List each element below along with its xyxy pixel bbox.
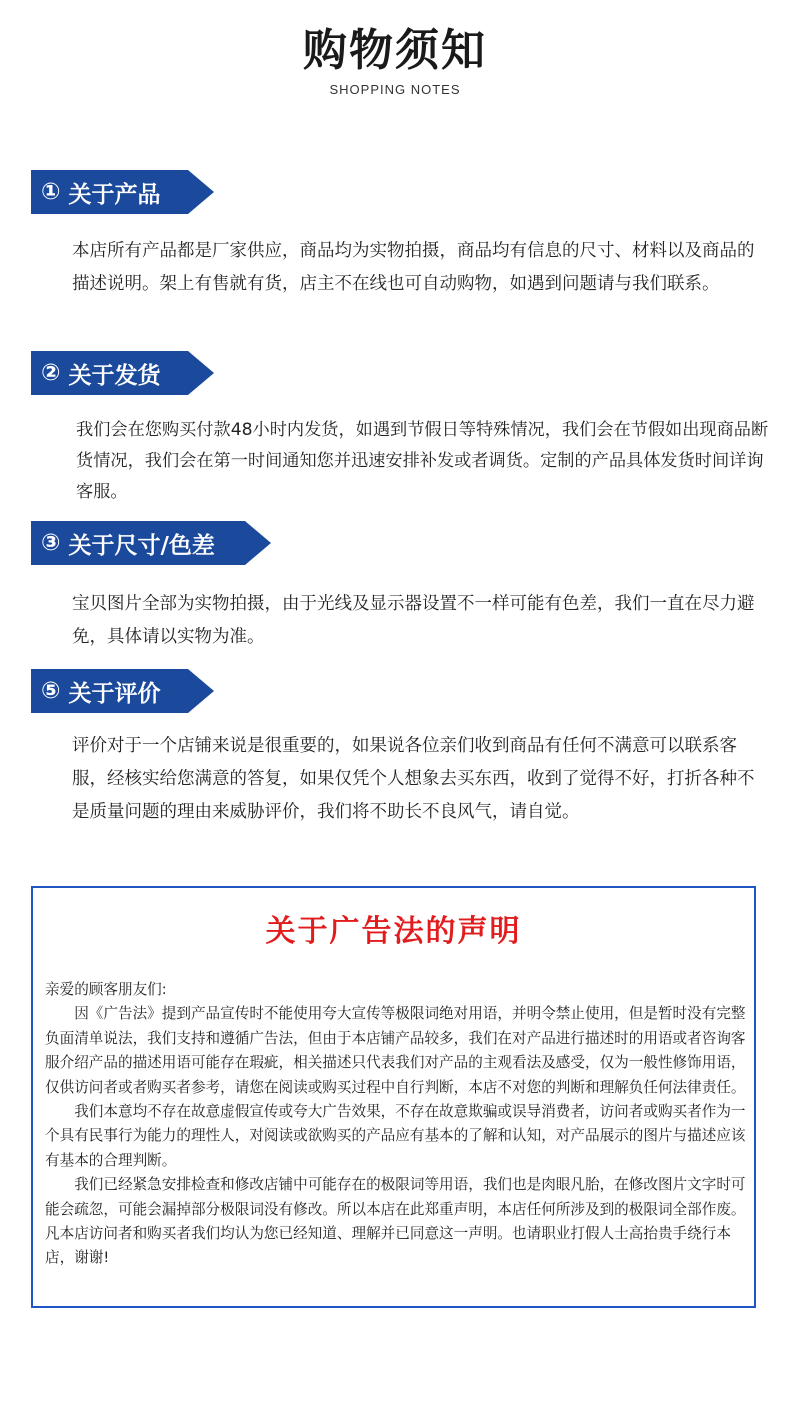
page-subtitle: SHOPPING NOTES xyxy=(329,82,461,97)
section-size-tag xyxy=(31,521,245,565)
notice-paragraph: 我们已经紧急安排检查和修改店铺中可能存在的极限词等用语，我们也是肉眼凡胎，在修改图片文字时可能会疏忽，可能会漏掉部分极限词没有修改。所以本店在此郑重声明，本店任何所涉及到的极限词全部作废。凡本店访问者和购买者我们均认为您已经知道、理解并已同意这一声明。也请职业打假人士高抬贵手绕行本店，谢谢! xyxy=(45,1176,746,1267)
section-review-text: 评价对于一个店铺来说是很重要的，如果说各位亲们收到商品有任何不满意可以联系客服，经核实给您满意的答复，如果仅凭个人想象去买东西，收到了觉得不好，打折各种不是质量问题的理由来威胁评价，我们将不助长不良风气，请自觉。 xyxy=(72,736,755,822)
notice-title: 关于广告法的声明 xyxy=(265,914,522,949)
section-shipping-text: 我们会在您购买付款48小时内发货，如遇到节假日等特殊情况，我们会在节假如出现商品断货情况，我们会在第一时间通知您并迅速安排补发或者调货。定制的产品具体发货时间详询客服。 xyxy=(76,420,769,502)
section-product-text: 本店所有产品都是厂家供应，商品均为实物拍摄，商品均有信息的尺寸、材料以及商品的描述说明。架上有售就有货，店主不在线也可自动购物，如遇到问题请与我们联系。 xyxy=(72,241,755,294)
section-review-tag xyxy=(31,669,188,713)
section-tag xyxy=(31,170,188,214)
notice-greeting: 亲爱的顾客朋友们: xyxy=(45,981,167,998)
page-title: 购物须知 xyxy=(303,25,487,76)
section-number: ⑤ xyxy=(41,678,61,704)
page-header xyxy=(0,22,790,97)
section-label: 关于评价 xyxy=(68,680,161,707)
section-label: 关于发货 xyxy=(68,362,161,389)
section-number: ② xyxy=(41,360,61,386)
section-label: 关于尺寸/色差 xyxy=(68,532,215,559)
section-size-text: 宝贝图片全部为实物拍摄，由于光线及显示器设置不一样可能有色差，我们一直在尽力避免，具体请以实物为准。 xyxy=(72,594,755,647)
section-shipping-tag xyxy=(31,351,188,395)
section-number: ③ xyxy=(41,530,61,556)
section-number: ① xyxy=(41,179,61,205)
section-tag xyxy=(31,351,188,395)
section-tag xyxy=(31,521,245,565)
section-label: 关于产品 xyxy=(68,181,161,208)
section-tag xyxy=(31,669,188,713)
notice-paragraph: 因《广告法》提到产品宣传时不能使用夸大宣传等极限词绝对用语，并明令禁止使用，但是暂时没有完整负面清单说法，我们支持和遵循广告法，但由于本店铺产品较多，我们在对产品进行描述时的用语或者咨询客服介绍产品的描述用语可能存在瑕疵，相关描述只代表我们对产品的主观看法及感受，仅为一般性修饰用语，仅供访问者或者购买者参考，请您在阅读或购买过程中自行判断，本店不对您的判断和理解负任何法律责任。 xyxy=(45,1005,746,1096)
notice-paragraph: 我们本意均不存在故意虚假宣传或夸大广告效果，不存在故意欺骗或误导消费者，访问者或购买者作为一个具有民事行为能力的理性人，对阅读或欲购买的产品应有基本的了解和认知，对产品展示的图片与描述应该有基本的合理判断。 xyxy=(45,1103,746,1169)
section-product-tag xyxy=(31,170,188,214)
notice-body xyxy=(45,978,753,1271)
ad-law-notice xyxy=(31,886,756,1308)
